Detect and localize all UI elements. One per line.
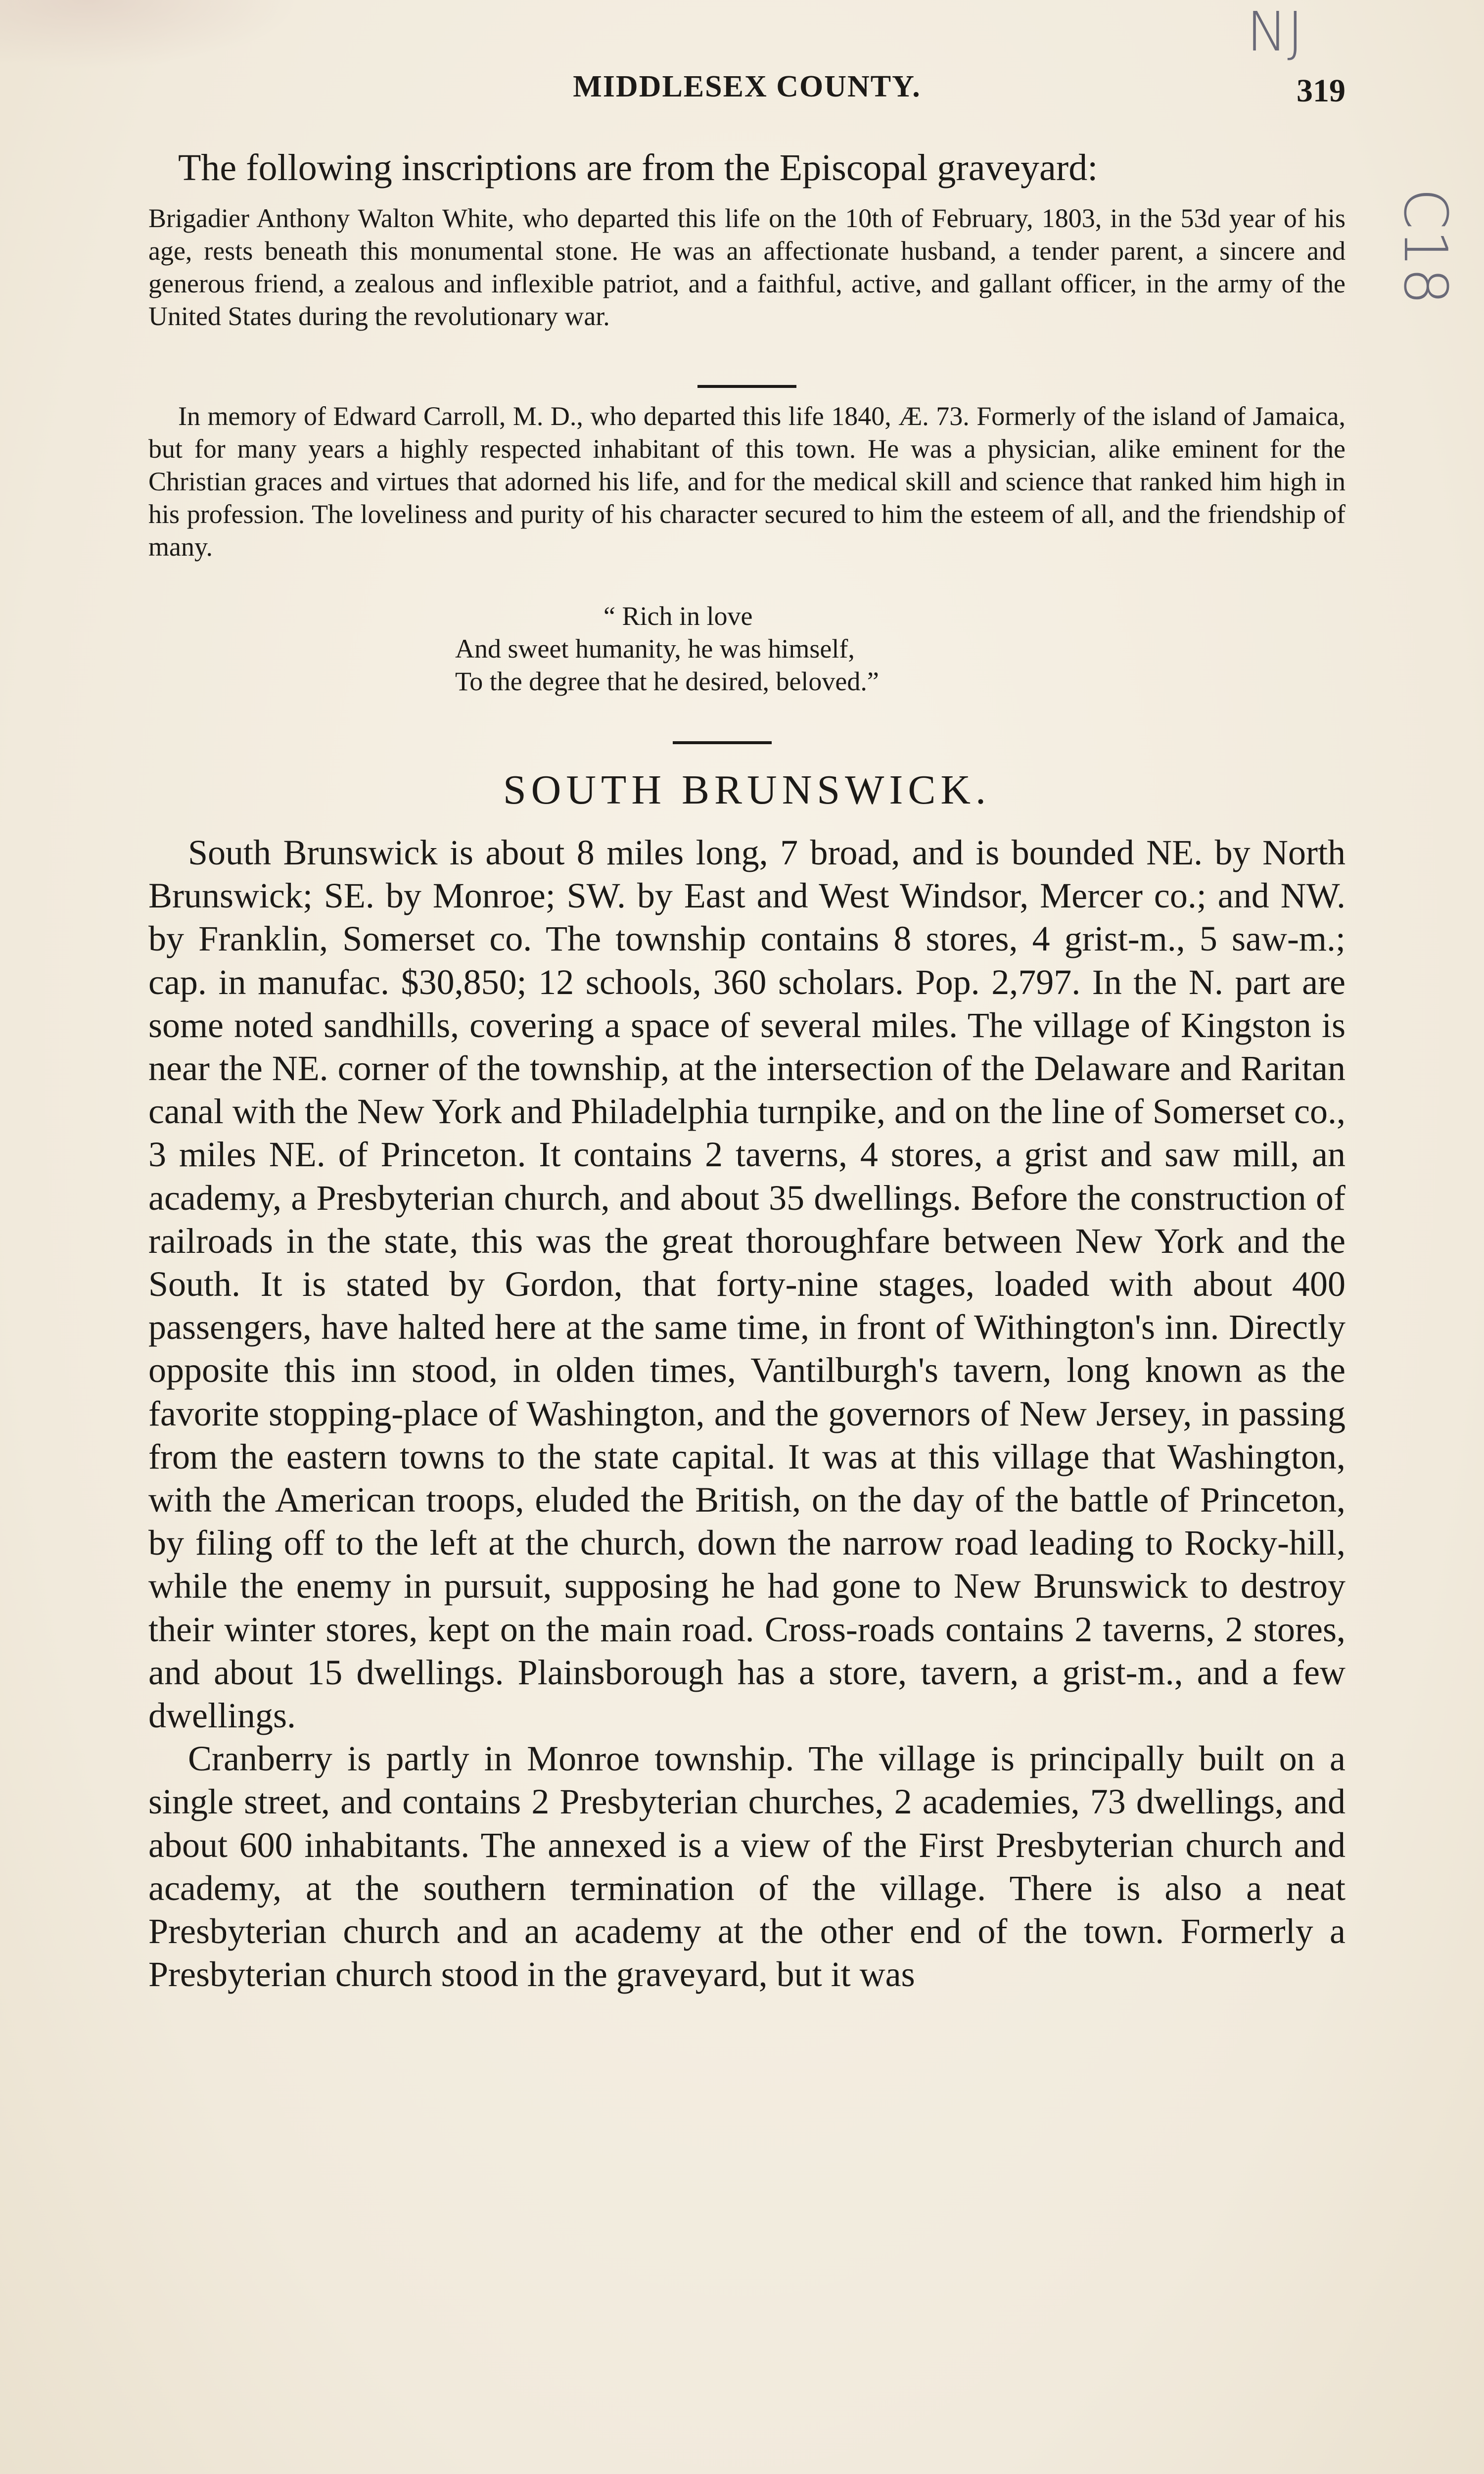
body-paragraph: South Brunswick is about 8 miles long, 7 broad, and is bounded NE. by North Brunswick; SE. by Monroe; SW. by East and West Windsor, Mercer co.; and NW. by Franklin, Somerset co. The township contains 8 stores, 4 grist-m., 5 saw-m.; cap. in manufac. $30,850; 12 schools, 360 scholars. Pop. 2,797. In the N. part are some noted sandhills, covering a space of several miles. The village of Kingston is near the NE. corner of the township, at the intersection of the Delaware and Raritan canal with the New York and Philadelphia turnpike, and on the line of Somerset co., 3 miles NE. of Princeton. It contains 2 taverns, 4 stores, a grist and saw mill, an academy, a Presbyterian church, and about 35 dwellings. Before the construction of railroads in the state, this was the great thoroughfare between New York and the South. It is stated by Gordon, that forty-nine stages, loaded with about 400 passengers, have halted here at the same time, in front of Withington's inn. Directly opposite this inn stood, in olden times, Vantilburgh's tavern, long known as the favorite stopping-place of Washington, and the governors of New Jersey, in passing from the eastern towns to the state capital. It was at this village that Washington, with the American troops, eluded the British, on the day of the battle of Princeton, by filing off to the left at the church, down the narrow road leading to Rocky-hill, while the enemy in pursuit, supposing he had gone to New Brunswick to destroy their winter stores, kept on the main road. Cross-roads contains 2 taverns, 2 stores, and about 15 dwellings. Plainsborough has a store, tavern, a grist-m., and a few dwellings. bbox=[148, 833, 1345, 1736]
page-header bbox=[148, 69, 1345, 119]
divider-rule bbox=[697, 385, 796, 388]
verse-line: To the degree that he desired, beloved.” bbox=[455, 666, 879, 696]
pencil-annotation-top: NJ bbox=[1247, 0, 1303, 63]
inscription-white bbox=[148, 202, 1345, 333]
inscription-text: Brigadier Anthony Walton White, who departed this life on the 10th of February, 1803, in the 53d year of his age, rests beneath this monumental stone. He was an affectionate husband, a tender parent, a sincere and generous friend, a zealous and inflexible patriot, and a faithful, active, and gallant officer, in the army of the United States during the revolutionary war. bbox=[148, 203, 1345, 331]
pencil-annotation-side: C18 bbox=[1391, 188, 1459, 305]
section-title: SOUTH BRUNSWICK. bbox=[503, 767, 991, 813]
verse-line: “ Rich in love bbox=[603, 601, 753, 631]
epitaph-verse bbox=[455, 600, 1197, 698]
page-number: 319 bbox=[1297, 73, 1345, 109]
inscriptions-intro: The following inscriptions are from the Episcopal graveyard: bbox=[178, 147, 1098, 189]
body-paragraph: Cranberry is partly in Monroe township. The village is principally built on a single street, and contains 2 Presbyterian churches, 2 academies, 73 dwellings, and about 600 inhabitants. The annexed is a view of the First Presbyterian church and academy, at the southern termination of the village. There is also a neat Presbyterian church and an academy at the other end of the town. Formerly a Presbyterian church stood in the graveyard, but it was bbox=[148, 1739, 1345, 1995]
inscription-text: In memory of Edward Carroll, M. D., who departed this life 1840, Æ. 73. Formerly of the island of Jamaica, but for many years a highly respected inhabitant of this town. He was a physician, alike eminent for the Christian graces and virtues that adorned his life, and for the medical skill and science that ranked him high in his profession. The loveliness and purity of his character secured to him the esteem of all, and the friendship of many. bbox=[148, 401, 1345, 562]
running-head: MIDDLESEX COUNTY. bbox=[573, 70, 921, 103]
paper-stain bbox=[0, 0, 297, 69]
section-body bbox=[148, 831, 1345, 1996]
inscription-carroll bbox=[148, 400, 1345, 563]
section-divider-rule bbox=[673, 741, 772, 744]
verse-line: And sweet humanity, he was himself, bbox=[455, 634, 855, 664]
